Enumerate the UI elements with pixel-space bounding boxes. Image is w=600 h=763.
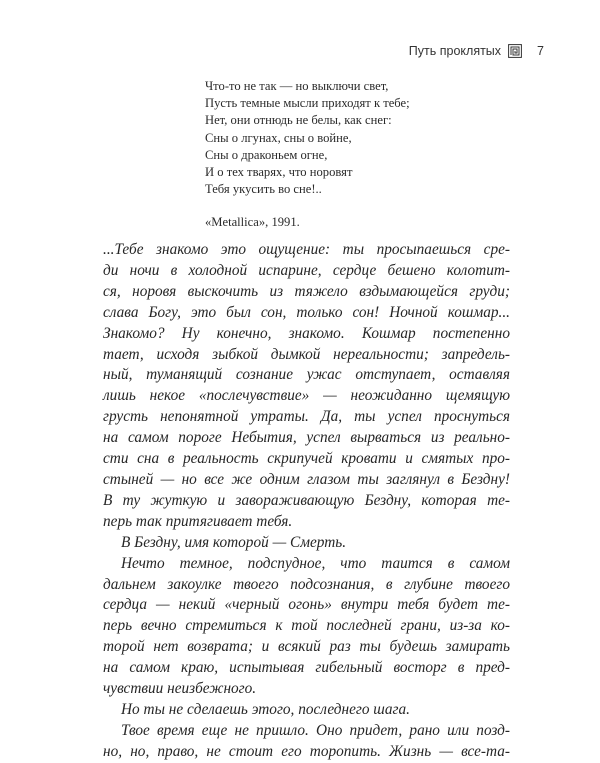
running-head <box>409 44 544 58</box>
text-line: ный, туманящий сознание ужас отступает, оставляя <box>103 366 510 384</box>
epigraph-line: Сны о драконьем огне, <box>205 147 328 162</box>
text-line: слава Богу, это был сон, только сон! Ночной кошмар... <box>103 303 510 321</box>
text-line: сердца — некий «черный огонь» внутри тебя будет те- <box>103 596 510 614</box>
text-line: сти сна в реальность скрипучей кровати и смятых про- <box>103 450 510 468</box>
text-line: В Бездну, имя которой — Смерть. <box>121 533 347 551</box>
epigraph-line: Пусть темные мысли приходят к тебе; <box>205 96 410 111</box>
text-line: чувствии неизбежного. <box>103 680 257 698</box>
text-line: ...Тебе знакомо это ощущение: ты просыпаешься сре- <box>103 241 510 258</box>
text-line: Но ты не сделаешь этого, последнего шага. <box>121 700 410 718</box>
text-line: В ту жуткую и завораживающую Бездну, которая те- <box>103 491 510 509</box>
page-number: 7 <box>537 44 544 58</box>
epigraph-line: И о тех тварях, что норовят <box>205 165 353 180</box>
epigraph-line: Нет, они отнюдь не белы, как снег: <box>205 113 392 128</box>
text-line: ди ночи в холодной испарине, сердце бешено колотит- <box>103 261 510 279</box>
text-line: на самом пороге Небытия, успел вырваться из реально- <box>103 429 510 447</box>
text-line: Твое время еще не пришло. Оно придет, рано или позд- <box>121 721 510 739</box>
text-line: перь так притягивает тебя. <box>103 512 293 530</box>
epigraph-source: «Metallica», 1991. <box>205 215 300 230</box>
text-line: но, но, право, не стоит его торопить. Жизнь — все-та- <box>103 742 510 760</box>
text-line: Знакомо? Ну конечно, знакомо. Кошмар постепенно <box>103 324 510 342</box>
text-line: дальнем закоулке твоего подсознания, в глубине твоего <box>103 575 510 593</box>
text-line: грусть непонятной утраты. Да, ты успел проснуться <box>103 408 510 426</box>
text-line: стыней — но все же одним глазом ты заглянул в Бездну! <box>103 470 510 488</box>
spiral-square-icon <box>508 44 522 58</box>
epigraph-line: Сны о лгунах, сны о войне, <box>205 130 352 145</box>
text-line: тает, исходя зыбкой дымкой нереальности; запредель- <box>103 345 510 363</box>
text-line: перь вечно стремиться к той последней грани, из-за ко- <box>103 617 510 635</box>
epigraph-line: Тебя укусить во сне!.. <box>205 182 322 197</box>
epigraph <box>205 78 410 232</box>
text-line: лишь некое «послечувствие» — неожиданно щемящую <box>103 387 510 405</box>
text-line: Нечто темное, подспудное, что таится в самом <box>121 554 510 572</box>
text-line: торой нет возврата; и всякий раз ты будешь замирать <box>103 638 510 656</box>
text-line: на самом краю, испытывая гибельный восторг в пред- <box>103 659 510 677</box>
body-text <box>103 240 510 763</box>
text-line: ся, норовя выскочить из тяжело вздымающейся груди; <box>103 282 510 300</box>
running-title: Путь проклятых <box>408 44 502 58</box>
epigraph-line: Что-то не так — но выключи свет, <box>205 79 389 93</box>
